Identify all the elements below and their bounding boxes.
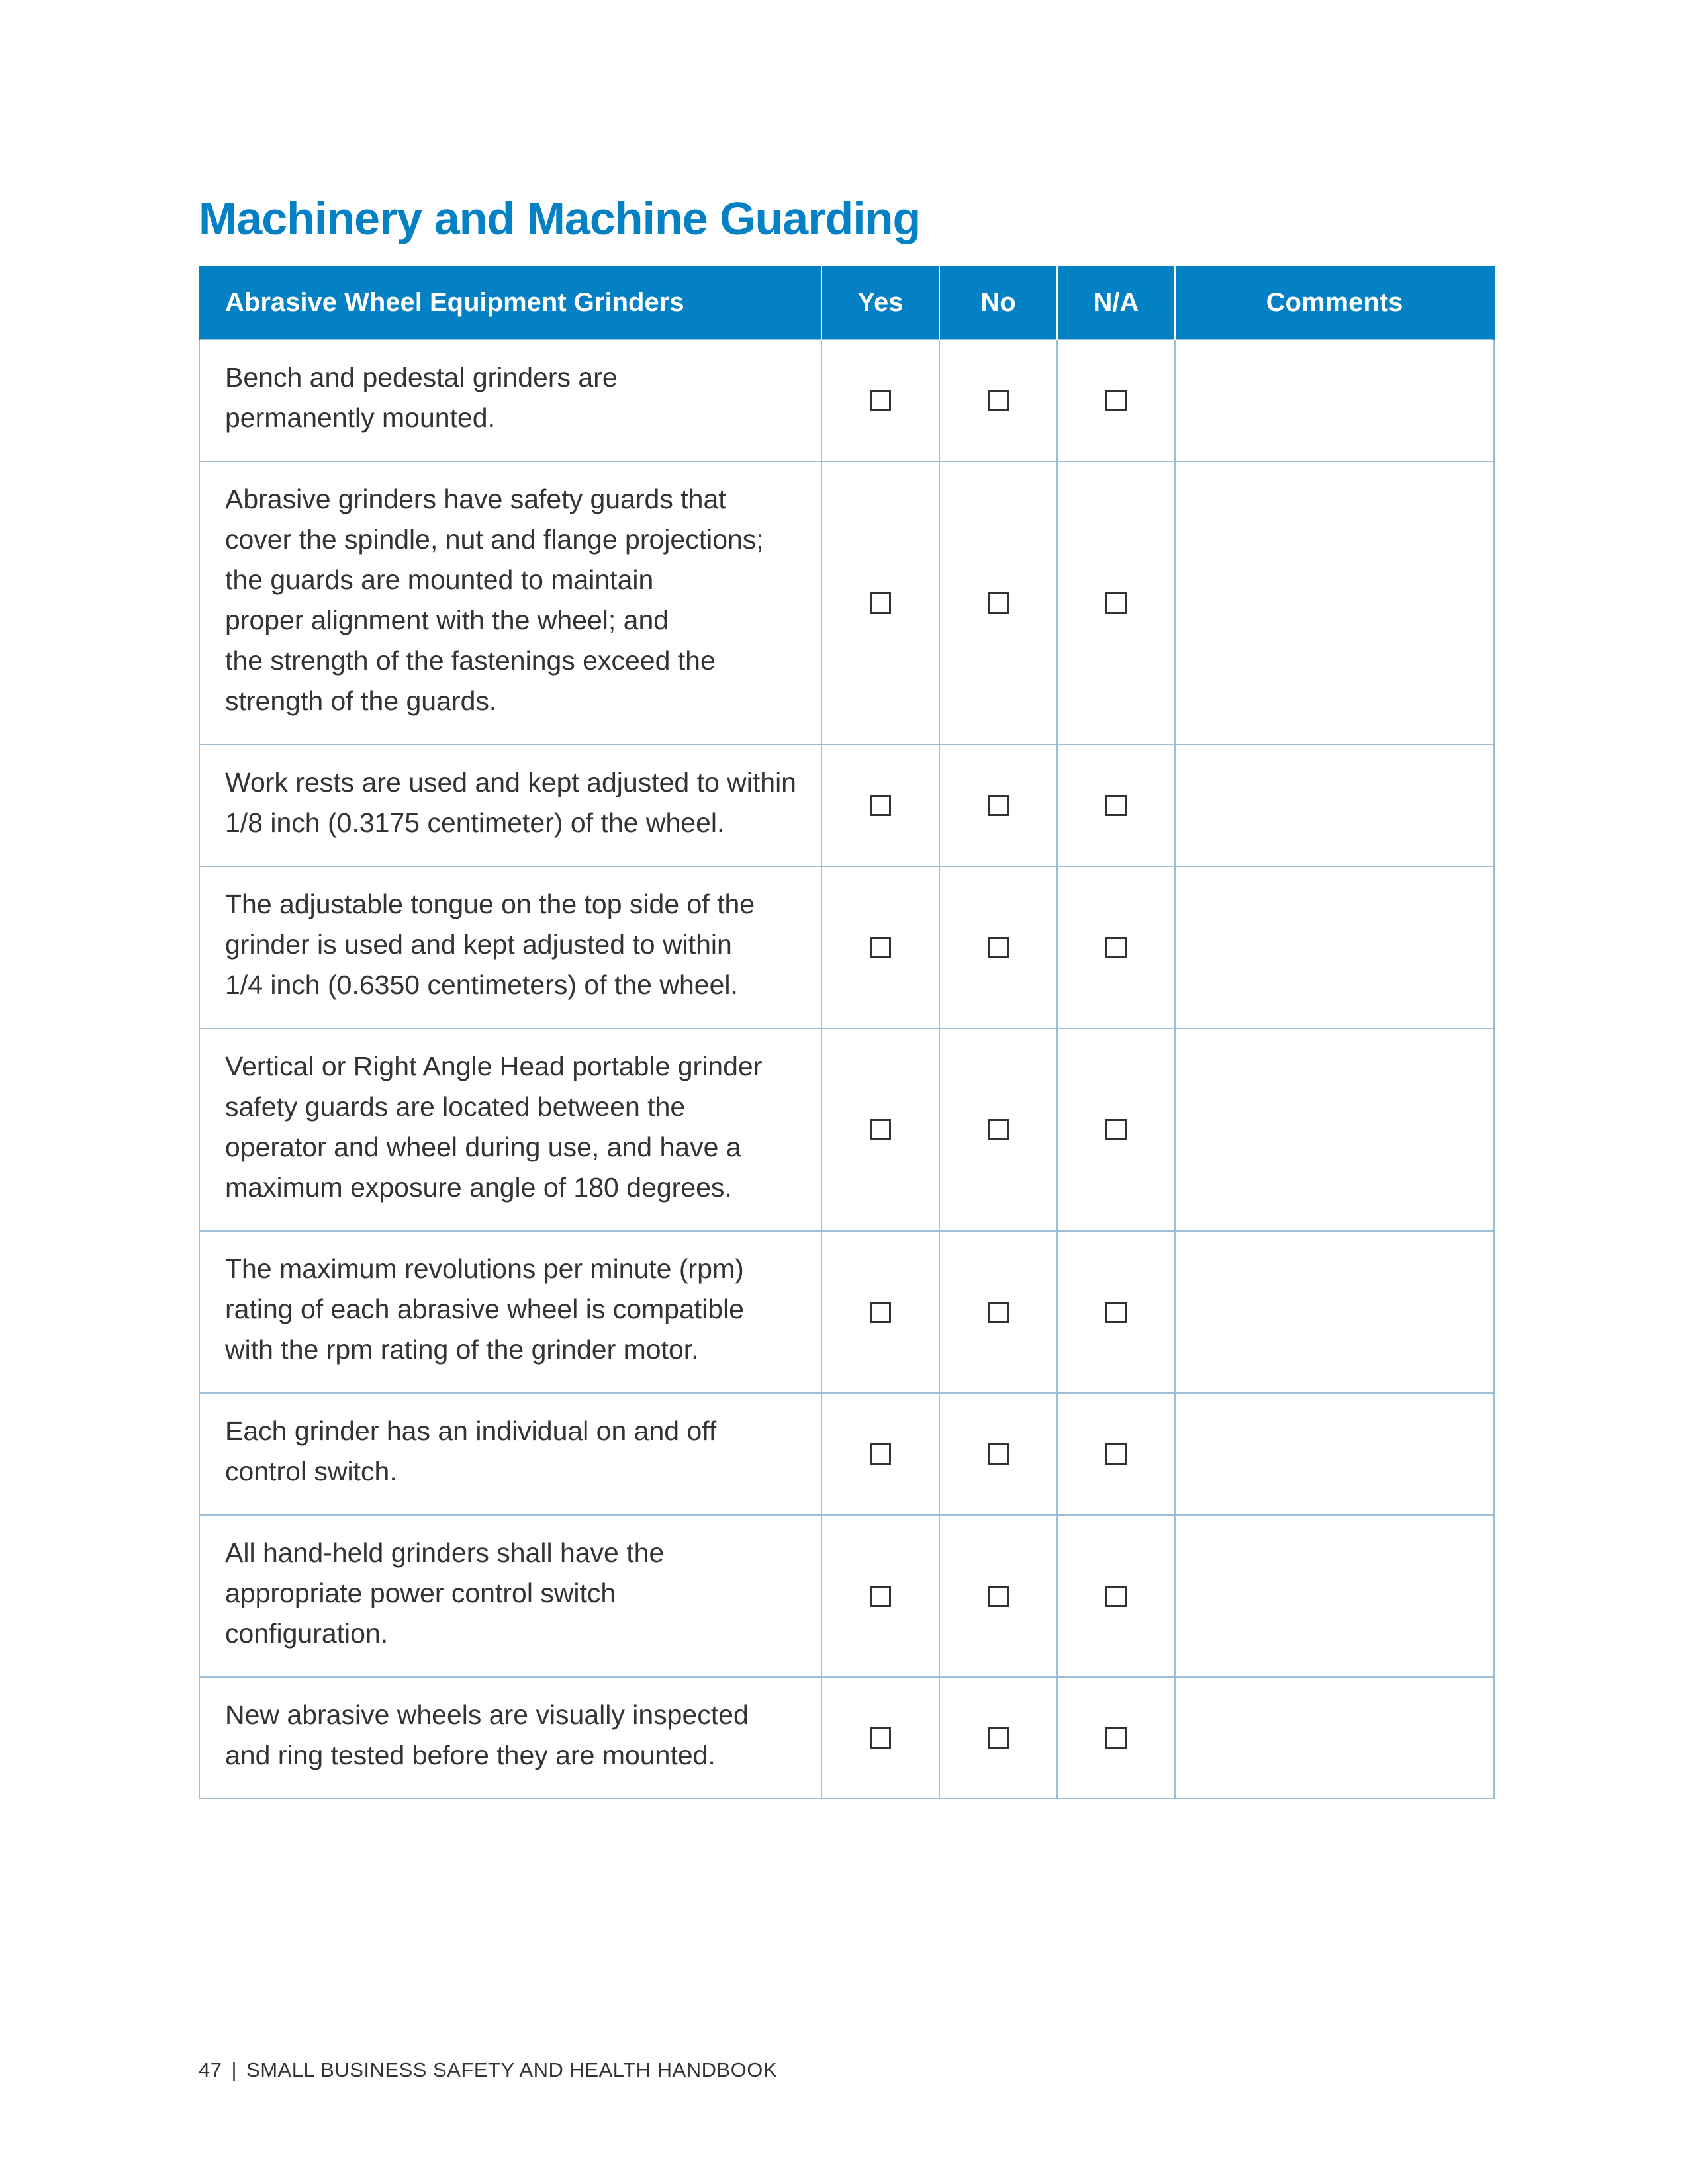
cell-no [939,745,1057,866]
na-checkbox[interactable] [1105,390,1127,411]
yes-checkbox[interactable] [870,937,891,958]
checklist-item-text: The adjustable tongue on the top side of the grinder is used and kept adjusted to within 1/4 inch (0.6350 centimeters) of the wheel. [199,866,821,1028]
page-title: Machinery and Machine Guarding [199,193,921,244]
checklist-item-text: Work rests are used and kept adjusted to within 1/8 inch (0.3175 centimeter) of the wheel. [199,745,821,866]
cell-no [939,866,1057,1028]
footer-separator: | [231,2058,238,2081]
checklist-item-text: Bench and pedestal grinders are permanently mounted. [199,340,821,461]
na-checkbox[interactable] [1105,1727,1127,1749]
cell-na [1057,1028,1175,1231]
comments-cell[interactable] [1175,1515,1494,1677]
cell-no [939,461,1057,745]
yes-checkbox[interactable] [870,1727,891,1749]
cell-yes [821,1677,939,1799]
na-checkbox[interactable] [1105,937,1127,958]
checklist-body [199,340,1494,1799]
comments-cell[interactable] [1175,866,1494,1028]
header-comments: Comments [1175,266,1494,340]
table-row [199,1677,1494,1799]
table-row [199,1393,1494,1515]
comments-cell[interactable] [1175,745,1494,866]
comments-cell[interactable] [1175,1028,1494,1231]
cell-no [939,1028,1057,1231]
comments-cell[interactable] [1175,1231,1494,1393]
no-checkbox[interactable] [988,1302,1009,1323]
cell-no [939,1515,1057,1677]
cell-yes [821,461,939,745]
cell-yes [821,1231,939,1393]
yes-checkbox[interactable] [870,390,891,411]
cell-na [1057,340,1175,461]
checklist-item-text: Vertical or Right Angle Head portable grinder safety guards are located between the operator and wheel during use, and have a maximum exposure angle of 180 degrees. [199,1028,821,1231]
comments-cell[interactable] [1175,1677,1494,1799]
na-checkbox[interactable] [1105,1302,1127,1323]
cell-yes [821,1393,939,1515]
cell-yes [821,340,939,461]
cell-na [1057,1393,1175,1515]
header-yes: Yes [821,266,939,340]
table-header-row [199,266,1494,340]
table-row [199,340,1494,461]
page-footer [199,2058,777,2082]
checklist-item-text: Each grinder has an individual on and off control switch. [199,1393,821,1515]
yes-checkbox[interactable] [870,1586,891,1607]
na-checkbox[interactable] [1105,592,1127,614]
cell-no [939,340,1057,461]
header-item: Abrasive Wheel Equipment Grinders [199,266,821,340]
page-number: 47 [199,2058,222,2081]
cell-na [1057,866,1175,1028]
cell-no [939,1677,1057,1799]
header-no: No [939,266,1057,340]
yes-checkbox[interactable] [870,592,891,614]
checklist-item-text: Abrasive grinders have safety guards that cover the spindle, nut and flange projections; the guards are mounted to maintain proper alignment with the wheel; and the strength of the fastenings exceed the strength of the guards. [199,461,821,745]
no-checkbox[interactable] [988,1119,1009,1140]
comments-cell[interactable] [1175,340,1494,461]
no-checkbox[interactable] [988,390,1009,411]
cell-yes [821,745,939,866]
na-checkbox[interactable] [1105,795,1127,816]
table-row [199,866,1494,1028]
comments-cell[interactable] [1175,1393,1494,1515]
no-checkbox[interactable] [988,592,1009,614]
checklist-table [199,266,1495,1799]
no-checkbox[interactable] [988,1586,1009,1607]
cell-no [939,1393,1057,1515]
table-row [199,1028,1494,1231]
cell-no [939,1231,1057,1393]
handbook-title: SMALL BUSINESS SAFETY AND HEALTH HANDBOOK [246,2058,778,2081]
na-checkbox[interactable] [1105,1586,1127,1607]
no-checkbox[interactable] [988,937,1009,958]
cell-na [1057,745,1175,866]
checklist-item-text: The maximum revolutions per minute (rpm) rating of each abrasive wheel is compatible with the rpm rating of the grinder motor. [199,1231,821,1393]
yes-checkbox[interactable] [870,1302,891,1323]
yes-checkbox[interactable] [870,795,891,816]
no-checkbox[interactable] [988,795,1009,816]
cell-na [1057,1231,1175,1393]
cell-yes [821,1028,939,1231]
header-na: N/A [1057,266,1175,340]
table-row [199,1515,1494,1677]
cell-yes [821,1515,939,1677]
table-row [199,745,1494,866]
yes-checkbox[interactable] [870,1119,891,1140]
na-checkbox[interactable] [1105,1119,1127,1140]
checklist-item-text: New abrasive wheels are visually inspected and ring tested before they are mounted. [199,1677,821,1799]
no-checkbox[interactable] [988,1727,1009,1749]
cell-na [1057,461,1175,745]
comments-cell[interactable] [1175,461,1494,745]
table-row [199,1231,1494,1393]
cell-yes [821,866,939,1028]
na-checkbox[interactable] [1105,1443,1127,1465]
checklist-item-text: All hand-held grinders shall have the appropriate power control switch configuration. [199,1515,821,1677]
table-row [199,461,1494,745]
yes-checkbox[interactable] [870,1443,891,1465]
cell-na [1057,1515,1175,1677]
no-checkbox[interactable] [988,1443,1009,1465]
cell-na [1057,1677,1175,1799]
